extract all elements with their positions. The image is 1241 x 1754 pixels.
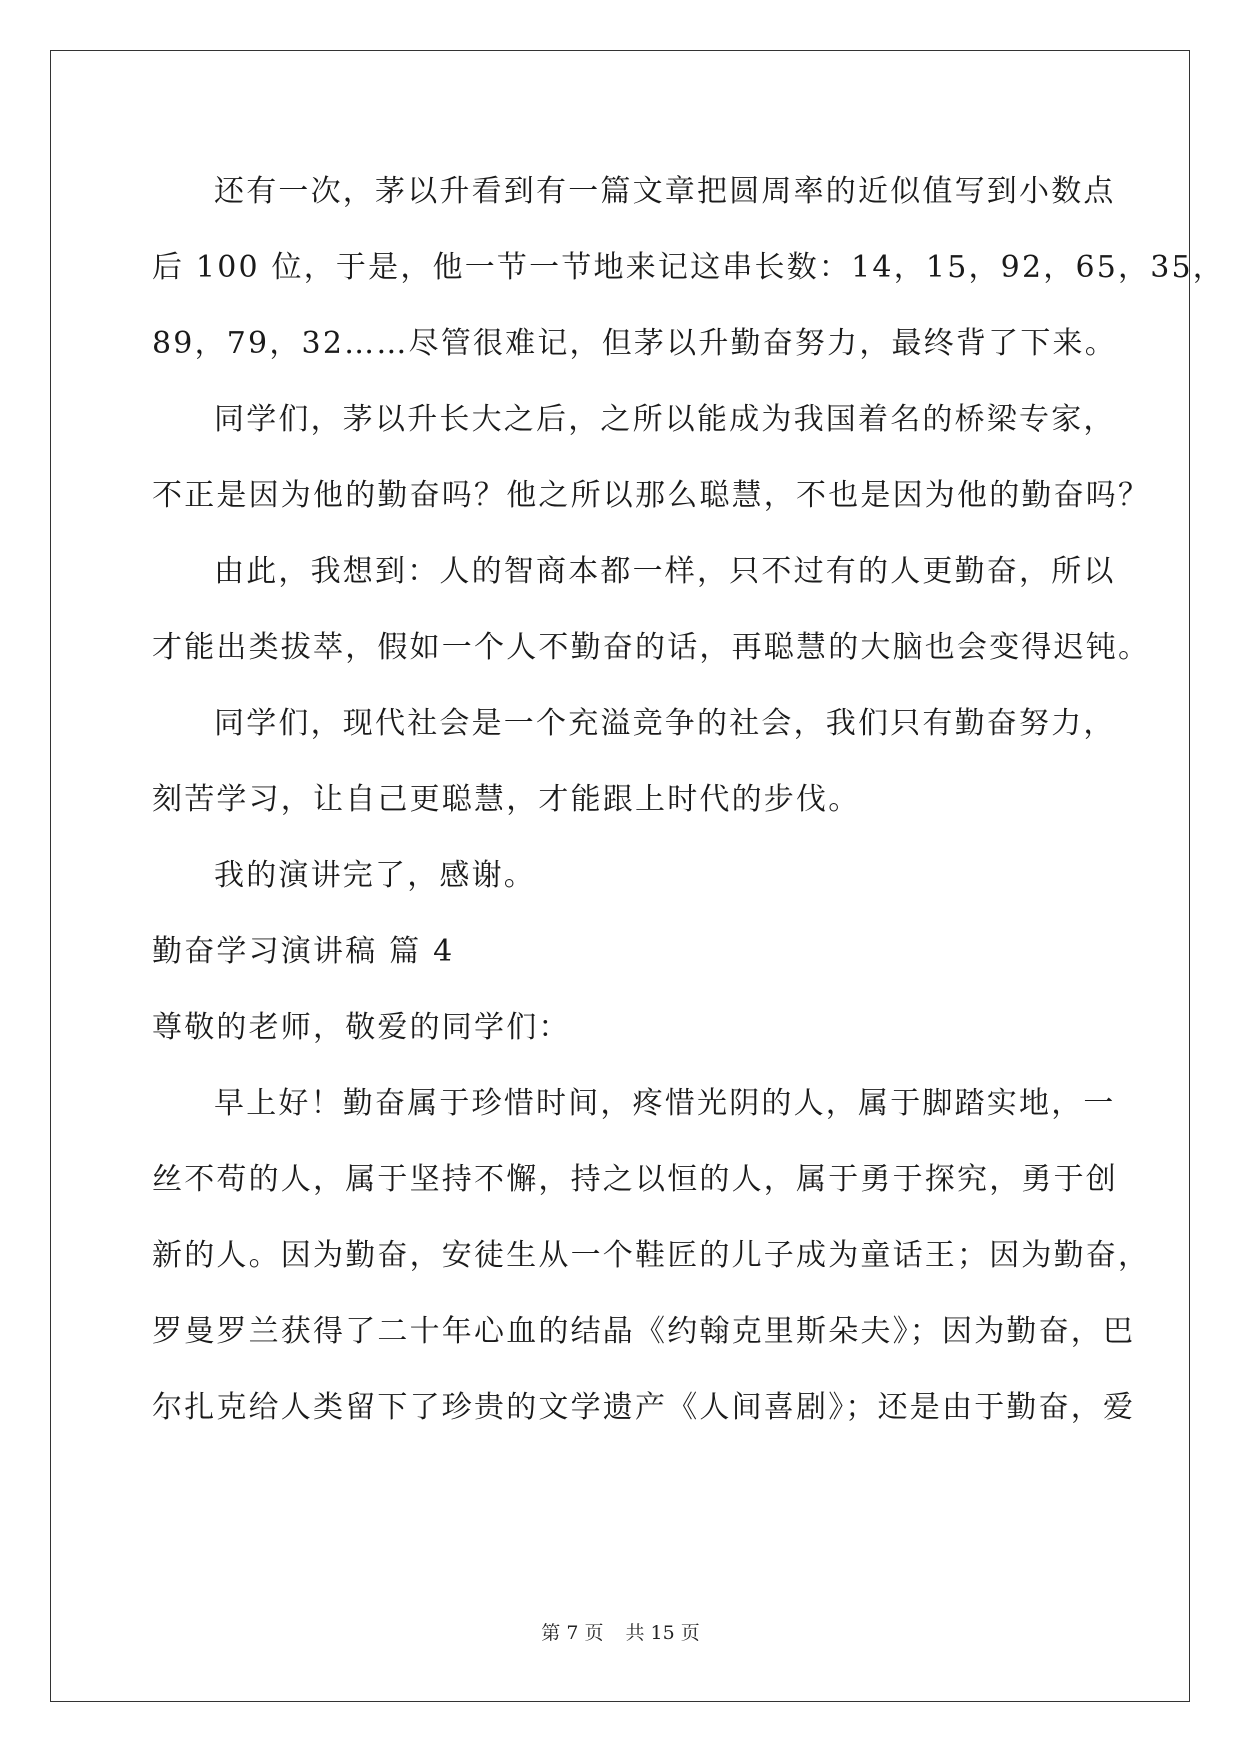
paragraph-line: 89，79，32……尽管很难记，但茅以升勤奋努力，最终背了下来。 xyxy=(152,326,1117,361)
paragraph-line: 后 100 位，于是，他一节一节地来记这串长数：14，15，92，65，35， xyxy=(152,250,1226,285)
paragraph-line: 尔扎克给人类留下了珍贵的文学遗产《人间喜剧》；还是由于勤奋，爱 xyxy=(152,1390,1136,1425)
paragraph-line: 不正是因为他的勤奋吗？他之所以那么聪慧，不也是因为他的勤奋吗？ xyxy=(152,478,1151,513)
paragraph-line: 刻苦学习，让自己更聪慧，才能跟上时代的步伐。 xyxy=(152,782,861,817)
paragraph-line: 丝不苟的人，属于坚持不懈，持之以恒的人，属于勇于探究，勇于创 xyxy=(152,1162,1118,1197)
paragraph-line: 我的演讲完了，感谢。 xyxy=(214,858,536,893)
paragraph-line: 新的人。因为勤奋，安徒生从一个鞋匠的儿子成为童话王；因为勤奋， xyxy=(152,1238,1151,1273)
paragraph-line: 同学们，茅以升长大之后，之所以能成为我国着名的桥梁专家， xyxy=(214,402,1116,437)
section-heading: 勤奋学习演讲稿 篇 4 xyxy=(152,934,455,969)
page-footer xyxy=(0,1621,1241,1645)
paragraph-line: 才能出类拔萃，假如一个人不勤奋的话，再聪慧的大脑也会变得迟钝。 xyxy=(152,630,1151,665)
paragraph-line: 由此，我想到：人的智商本都一样，只不过有的人更勤奋，所以 xyxy=(214,554,1116,589)
paragraph-line: 同学们，现代社会是一个充溢竞争的社会，我们只有勤奋努力， xyxy=(214,706,1116,741)
salutation: 尊敬的老师，敬爱的同学们： xyxy=(152,1010,571,1045)
paragraph-line: 还有一次，茅以升看到有一篇文章把圆周率的近似值写到小数点 xyxy=(214,174,1116,209)
page-number: 第 7 页 xyxy=(541,1622,604,1644)
paragraph-line: 罗曼罗兰获得了二十年心血的结晶《约翰克里斯朵夫》；因为勤奋，巴 xyxy=(152,1314,1136,1349)
paragraph-line: 早上好！勤奋属于珍惜时间，疼惜光阴的人，属于脚踏实地，一 xyxy=(214,1086,1116,1121)
page-total: 共 15 页 xyxy=(625,1622,700,1644)
